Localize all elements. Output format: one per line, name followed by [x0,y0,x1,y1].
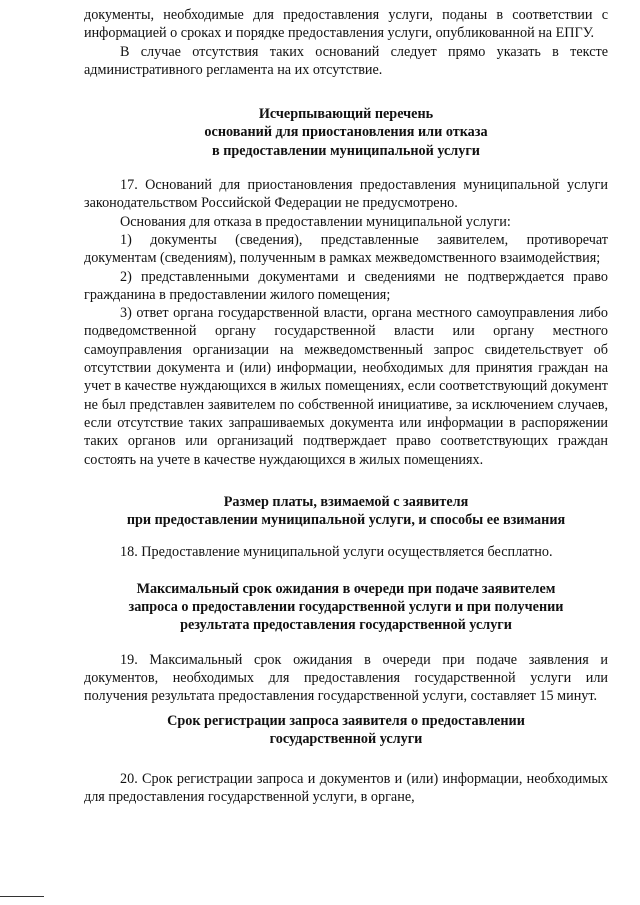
paragraph-20: 20. Срок регистрации запроса и документов и (или) информации, необходимых для предоставления государственной услуги, в органе, [84,771,608,806]
list-item-1: 1) документы (сведения), представленные заявителем, противоречат документам (сведениям), полученным в рамках межведомственного взаимодействия; [84,231,608,267]
heading-section-20: Срок регистрации запроса заявителя о предоставлении государственной услуги [167,712,525,747]
document-body [84,6,608,807]
paragraph-top-continuation: документы, необходимые для предоставления услуги, поданы в соответствии с информацией о сроках и порядке предоставления услуги, опубликованной на ЕПГУ. [84,7,608,42]
list-item-2: 2) представленными документами и сведениями не подтверждается право гражданина в предоставлении жилого помещения; [84,268,608,303]
heading-section-17: Исчерпывающий перечень оснований для приостановления или отказа в предоставлении муниципальной услуги [204,106,488,159]
paragraph-no-grounds-note: В случае отсутствия таких оснований следует прямо указать в тексте административного регламента на их отсутствие. [84,43,608,78]
footer-divider [0,896,44,897]
paragraph-18: 18. Предоставление муниципальной услуги осуществляется бесплатно. [120,544,553,561]
heading-section-18: Размер платы, взимаемой с заявителя при предоставлении муниципальной услуги, и способы ее взимания [126,493,566,529]
list-item-3: 3) ответ органа государственной власти, органа местного самоуправления либо подведомственной органу государственной власти или органу местного самоуправления организации на межведомственный запрос свидетельствует об отсутствии документа и (или) информации, необходимых для принятия граждан на учет в качестве нуждающихся в жилых помещениях, если соответствующий документ не был представлен заявителем по собственной инициативе, за исключением случаев, если отсутствие таких запрашиваемых документа или информации в распоряжении таких органов или организаций подтверждает право соответствующих граждан состоять на учете в качестве нуждающихся в жилых помещениях. [84,305,608,468]
heading-section-19: Максимальный срок ожидания в очереди при подаче заявителем запроса о предоставлении государственной услуги и при получении результата предоставления государственной услуги [128,580,564,634]
paragraph-refusal-grounds: Основания для отказа в предоставлении муниципальной услуги: [120,213,511,230]
paragraph-17: 17. Оснований для приостановления предоставления муниципальной услуги законодательством Российской Федерации не предусмотрено. [84,177,608,212]
paragraph-19: 19. Максимальный срок ожидания в очереди при подаче заявления и документов, необходимых для предоставления государственной услуги или получения результата предоставления государственной услуги, составляет 15 минут. [84,651,608,705]
